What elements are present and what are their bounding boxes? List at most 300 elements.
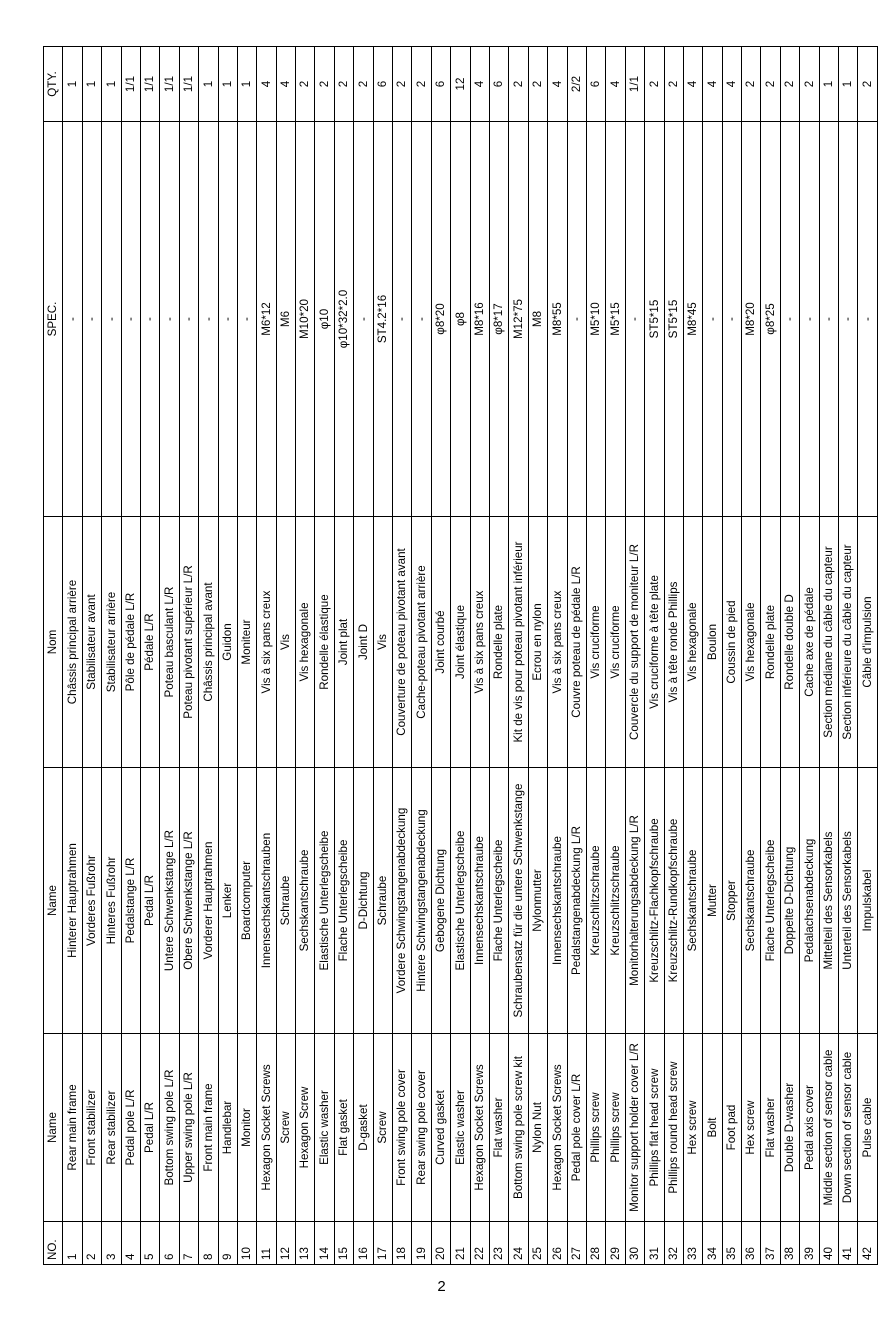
cell-nom-fr: Vis à tête ronde Phillips	[664, 517, 683, 768]
table-row	[567, 47, 586, 1265]
cell-qty: 1/1	[625, 47, 644, 122]
cell-nom-fr: Câble d'impulsion	[858, 517, 877, 768]
cell-name-en: Elastic washer	[451, 1034, 470, 1222]
cell-no: 35	[722, 1222, 741, 1265]
cell-nom-fr: Vis à six pans creux	[470, 517, 489, 768]
cell-nom-fr: Stabilisateur avant	[82, 517, 101, 768]
cell-no: 38	[780, 1222, 799, 1265]
cell-nom-fr: Moniteur	[237, 517, 256, 768]
cell-no: 8	[199, 1222, 218, 1265]
header-nom-fr: Nom	[44, 517, 63, 768]
cell-qty: 4	[683, 47, 702, 122]
cell-no: 34	[703, 1222, 722, 1265]
table-row	[121, 47, 140, 1265]
table-row	[63, 47, 82, 1265]
parts-list-rotated	[43, 47, 874, 1265]
header-no: NO.	[44, 1222, 63, 1265]
cell-nom-fr: Section inférieure du câble du capteur	[839, 517, 858, 768]
cell-no: 13	[296, 1222, 315, 1265]
table-row	[334, 47, 353, 1265]
cell-spec: -	[199, 122, 218, 517]
cell-name-de: Kreuzschlitz-Rundkopfschraube	[664, 768, 683, 1034]
cell-qty: 6	[373, 47, 392, 122]
cell-spec: -	[412, 122, 431, 517]
cell-no: 22	[470, 1222, 489, 1265]
cell-spec: -	[237, 122, 256, 517]
cell-spec: M8*45	[683, 122, 702, 517]
cell-qty: 2	[645, 47, 664, 122]
cell-name-en: D-gasket	[354, 1034, 373, 1222]
table-row	[218, 47, 237, 1265]
cell-spec: M8*16	[470, 122, 489, 517]
cell-qty: 2	[334, 47, 353, 122]
cell-name-en: Phillips flat head screw	[645, 1034, 664, 1222]
table-row	[683, 47, 702, 1265]
cell-name-de: D-Dichtung	[354, 768, 373, 1034]
table-row	[257, 47, 276, 1265]
cell-nom-fr: Vis	[373, 517, 392, 768]
cell-nom-fr: Vis cruciforme	[606, 517, 625, 768]
cell-name-en: Phillips round head screw	[664, 1034, 683, 1222]
cell-nom-fr: Rondelle élastique	[315, 517, 334, 768]
cell-qty: 2	[393, 47, 412, 122]
cell-qty: 2	[858, 47, 877, 122]
cell-spec: M6*12	[257, 122, 276, 517]
table-row	[237, 47, 256, 1265]
cell-qty: 4	[257, 47, 276, 122]
cell-spec: φ10	[315, 122, 334, 517]
cell-name-en: Hexagon Socket Screws	[548, 1034, 567, 1222]
cell-name-en: Foot pad	[722, 1034, 741, 1222]
cell-qty: 1	[237, 47, 256, 122]
table-row	[160, 47, 179, 1265]
cell-name-de: Sechskantschraube	[742, 768, 761, 1034]
table-row	[722, 47, 741, 1265]
table-row	[509, 47, 528, 1265]
cell-name-de: Innensechskantschraube	[470, 768, 489, 1034]
cell-name-de: Flache Unterlegscheibe	[334, 768, 353, 1034]
cell-no: 10	[237, 1222, 256, 1265]
cell-name-de: Vordere Schwingstangenabdeckung	[393, 768, 412, 1034]
cell-name-de: Gebogene Dichtung	[431, 768, 450, 1034]
cell-name-en: Hexagon Socket Screws	[257, 1034, 276, 1222]
cell-name-de: Kreuzschlitzschraube	[606, 768, 625, 1034]
cell-spec: -	[722, 122, 741, 517]
cell-nom-fr: Pédale L/R	[140, 517, 159, 768]
header-name-en: Name	[44, 1034, 63, 1222]
cell-name-en: Pedal axis cover	[800, 1034, 819, 1222]
cell-nom-fr: Poteau basculant L/R	[160, 517, 179, 768]
cell-no: 39	[800, 1222, 819, 1265]
table-row	[470, 47, 489, 1265]
parts-table-body	[63, 47, 877, 1265]
cell-qty: 1/1	[179, 47, 198, 122]
cell-qty: 2	[780, 47, 799, 122]
cell-qty: 4	[606, 47, 625, 122]
cell-name-de: Obere Schwenkstange L/R	[179, 768, 198, 1034]
cell-name-en: Screw	[276, 1034, 295, 1222]
cell-no: 26	[548, 1222, 567, 1265]
cell-qty: 2	[800, 47, 819, 122]
cell-no: 9	[218, 1222, 237, 1265]
cell-nom-fr: Guidon	[218, 517, 237, 768]
header-name-de: Name	[44, 768, 63, 1034]
cell-no: 30	[625, 1222, 644, 1265]
cell-name-de: Elastische Unterlegscheibe	[315, 768, 334, 1034]
cell-name-de: Schraubensatz für die untere Schwenkstange	[509, 768, 528, 1034]
cell-no: 33	[683, 1222, 702, 1265]
cell-no: 23	[489, 1222, 508, 1265]
cell-spec: -	[393, 122, 412, 517]
page-number: 2	[437, 1278, 446, 1295]
cell-name-de: Mutter	[703, 768, 722, 1034]
cell-name-de: Innensechskantschrauben	[257, 768, 276, 1034]
cell-spec: -	[160, 122, 179, 517]
cell-no: 21	[451, 1222, 470, 1265]
cell-nom-fr: Joint plat	[334, 517, 353, 768]
cell-nom-fr: Kit de vis pour poteau pivotant inférieur	[509, 517, 528, 768]
cell-spec: M5*15	[606, 122, 625, 517]
cell-name-en: Front swing pole cover	[393, 1034, 412, 1222]
cell-nom-fr: Couverture de poteau pivotant avant	[393, 517, 412, 768]
cell-nom-fr: Couvre poteau de pédale L/R	[567, 517, 586, 768]
cell-name-en: Nylon Nut	[528, 1034, 547, 1222]
cell-qty: 2	[315, 47, 334, 122]
cell-qty: 2	[412, 47, 431, 122]
cell-nom-fr: Vis à six pans creux	[548, 517, 567, 768]
cell-spec: M8*20	[742, 122, 761, 517]
cell-nom-fr: Vis	[276, 517, 295, 768]
cell-qty: 1/1	[121, 47, 140, 122]
cell-spec: -	[179, 122, 198, 517]
cell-spec: M10*20	[296, 122, 315, 517]
cell-name-en: Monitor support holder cover L/R	[625, 1034, 644, 1222]
cell-nom-fr: Rondelle plate	[489, 517, 508, 768]
table-row	[199, 47, 218, 1265]
cell-no: 20	[431, 1222, 450, 1265]
table-row	[606, 47, 625, 1265]
cell-name-de: Hinteres Fußrohr	[102, 768, 121, 1034]
cell-nom-fr: Châssis principal arrière	[63, 517, 82, 768]
cell-qty: 12	[451, 47, 470, 122]
table-row	[354, 47, 373, 1265]
cell-qty: 1	[82, 47, 101, 122]
table-row	[276, 47, 295, 1265]
cell-nom-fr: Joint élastique	[451, 517, 470, 768]
cell-name-de: Sechskantschraube	[296, 768, 315, 1034]
cell-qty: 6	[586, 47, 605, 122]
cell-spec: -	[218, 122, 237, 517]
cell-qty: 2	[761, 47, 780, 122]
cell-name-en: Pedal pole L/R	[121, 1034, 140, 1222]
cell-spec: φ8*17	[489, 122, 508, 517]
cell-no: 17	[373, 1222, 392, 1265]
cell-name-en: Hex screw	[683, 1034, 702, 1222]
cell-name-de: Kreuzschlitzschraube	[586, 768, 605, 1034]
cell-name-de: Pedalstange L/R	[121, 768, 140, 1034]
cell-name-de: Mittelteil des Sensorkabels	[819, 768, 838, 1034]
cell-nom-fr: Vis hexagonale	[683, 517, 702, 768]
cell-spec: -	[102, 122, 121, 517]
cell-name-en: Bottom swing pole L/R	[160, 1034, 179, 1222]
cell-no: 15	[334, 1222, 353, 1265]
cell-nom-fr: Ecrou en nylon	[528, 517, 547, 768]
table-row	[82, 47, 101, 1265]
cell-qty: 1	[218, 47, 237, 122]
parts-table	[43, 46, 878, 1265]
cell-spec: M6	[276, 122, 295, 517]
cell-name-de: Hintere Schwingstangenabdeckung	[412, 768, 431, 1034]
cell-qty: 2	[296, 47, 315, 122]
cell-no: 42	[858, 1222, 877, 1265]
table-row	[742, 47, 761, 1265]
cell-qty: 4	[722, 47, 741, 122]
cell-name-en: Hexagon Screw	[296, 1034, 315, 1222]
cell-spec: M8*55	[548, 122, 567, 517]
cell-spec: M5*10	[586, 122, 605, 517]
cell-name-en: Hexagon Socket Screws	[470, 1034, 489, 1222]
cell-name-de: Pedalstangenabdeckung L/R	[567, 768, 586, 1034]
cell-qty: 1	[63, 47, 82, 122]
cell-qty: 2	[742, 47, 761, 122]
cell-name-de: Boardcomputer	[237, 768, 256, 1034]
cell-qty: 1/1	[160, 47, 179, 122]
cell-name-en: Elastic washer	[315, 1034, 334, 1222]
table-row	[586, 47, 605, 1265]
cell-no: 40	[819, 1222, 838, 1265]
table-row	[761, 47, 780, 1265]
cell-nom-fr: Cache axe de pédale	[800, 517, 819, 768]
table-row	[839, 47, 858, 1265]
cell-name-en: Flat washer	[489, 1034, 508, 1222]
cell-qty: 2	[664, 47, 683, 122]
cell-no: 19	[412, 1222, 431, 1265]
cell-no: 2	[82, 1222, 101, 1265]
cell-no: 4	[121, 1222, 140, 1265]
cell-no: 31	[645, 1222, 664, 1265]
cell-name-de: Elastische Unterlegscheibe	[451, 768, 470, 1034]
cell-nom-fr: Coussin de pied	[722, 517, 741, 768]
cell-spec: ST5*15	[664, 122, 683, 517]
cell-spec: -	[800, 122, 819, 517]
cell-name-en: Double D-washer	[780, 1034, 799, 1222]
cell-no: 24	[509, 1222, 528, 1265]
table-row	[858, 47, 877, 1265]
cell-nom-fr: Cache-poteau pivotant arrière	[412, 517, 431, 768]
cell-nom-fr: Vis hexagonale	[296, 517, 315, 768]
cell-name-en: Phillips screw	[606, 1034, 625, 1222]
cell-name-de: Vorderes Fußrohr	[82, 768, 101, 1034]
cell-no: 25	[528, 1222, 547, 1265]
cell-qty: 4	[548, 47, 567, 122]
cell-nom-fr: Poteau pivotant supérieur L/R	[179, 517, 198, 768]
cell-no: 6	[160, 1222, 179, 1265]
cell-spec: M12*75	[509, 122, 528, 517]
cell-nom-fr: Vis cruciforme à tête plate	[645, 517, 664, 768]
cell-spec: -	[703, 122, 722, 517]
table-row	[373, 47, 392, 1265]
cell-name-en: Hex screw	[742, 1034, 761, 1222]
cell-name-en: Monitor	[237, 1034, 256, 1222]
cell-name-de: Doppelte D-Dichtung	[780, 768, 799, 1034]
header-qty: QTY.	[44, 47, 63, 122]
cell-qty: 2	[509, 47, 528, 122]
cell-name-de: Lenker	[218, 768, 237, 1034]
table-row	[412, 47, 431, 1265]
cell-name-en: Rear stabilizer	[102, 1034, 121, 1222]
cell-name-en: Phillips screw	[586, 1034, 605, 1222]
cell-nom-fr: Vis cruciforme	[586, 517, 605, 768]
cell-nom-fr: Châssis principal avant	[199, 517, 218, 768]
cell-name-de: Flache Unterlegscheibe	[489, 768, 508, 1034]
cell-spec: -	[63, 122, 82, 517]
cell-qty: 2	[528, 47, 547, 122]
cell-name-en: Flat gasket	[334, 1034, 353, 1222]
cell-spec: -	[121, 122, 140, 517]
cell-name-de: Unterteil des Sensorkabels	[839, 768, 858, 1034]
cell-name-de: Innensechskantschraube	[548, 768, 567, 1034]
cell-name-en: Screw	[373, 1034, 392, 1222]
cell-spec: M8	[528, 122, 547, 517]
table-row	[528, 47, 547, 1265]
cell-spec: -	[858, 122, 877, 517]
table-row	[819, 47, 838, 1265]
cell-name-en: Front main frame	[199, 1034, 218, 1222]
cell-name-de: Untere Schwenkstange L/R	[160, 768, 179, 1034]
cell-spec: φ8*25	[761, 122, 780, 517]
cell-name-de: Pedalachsenabdeckung	[800, 768, 819, 1034]
cell-no: 3	[102, 1222, 121, 1265]
table-row	[431, 47, 450, 1265]
cell-name-en: Flat washer	[761, 1034, 780, 1222]
cell-spec: -	[567, 122, 586, 517]
table-row	[140, 47, 159, 1265]
cell-nom-fr: Rondelle double D	[780, 517, 799, 768]
cell-nom-fr: Joint D	[354, 517, 373, 768]
cell-name-en: Front stabilizer	[82, 1034, 101, 1222]
cell-name-de: Schraube	[373, 768, 392, 1034]
cell-name-de: Pedal L/R	[140, 768, 159, 1034]
cell-qty: 1	[102, 47, 121, 122]
cell-spec: ST5*15	[645, 122, 664, 517]
cell-nom-fr: Couvercle du support de moniteur L/R	[625, 517, 644, 768]
cell-spec: -	[82, 122, 101, 517]
cell-qty: 2/2	[567, 47, 586, 122]
cell-name-en: Handlebar	[218, 1034, 237, 1222]
header-spec: SPEC.	[44, 122, 63, 517]
cell-spec: -	[140, 122, 159, 517]
table-row	[548, 47, 567, 1265]
cell-name-en: Down section of sensor cable	[839, 1034, 858, 1222]
cell-name-en: Middle section of sensor cable	[819, 1034, 838, 1222]
cell-qty: 1	[839, 47, 858, 122]
cell-name-de: Stopper	[722, 768, 741, 1034]
cell-name-en: Pedal L/R	[140, 1034, 159, 1222]
cell-spec: -	[625, 122, 644, 517]
table-row	[315, 47, 334, 1265]
table-row	[393, 47, 412, 1265]
table-row	[489, 47, 508, 1265]
cell-no: 27	[567, 1222, 586, 1265]
cell-spec: φ10*32*2.0	[334, 122, 353, 517]
cell-name-de: Impulskabel	[858, 768, 877, 1034]
cell-no: 14	[315, 1222, 334, 1265]
cell-nom-fr: Boulon	[703, 517, 722, 768]
cell-no: 41	[839, 1222, 858, 1265]
cell-no: 12	[276, 1222, 295, 1265]
cell-name-de: Schraube	[276, 768, 295, 1034]
cell-nom-fr: Vis hexagonale	[742, 517, 761, 768]
cell-name-en: Bottom swing pole screw kit	[509, 1034, 528, 1222]
cell-no: 28	[586, 1222, 605, 1265]
cell-nom-fr: Joint courbé	[431, 517, 450, 768]
cell-spec: φ8	[451, 122, 470, 517]
cell-spec: ST4.2*16	[373, 122, 392, 517]
cell-name-de: Hinterer Hauptrahmen	[63, 768, 82, 1034]
table-row	[625, 47, 644, 1265]
table-row	[179, 47, 198, 1265]
cell-no: 37	[761, 1222, 780, 1265]
cell-qty: 4	[703, 47, 722, 122]
cell-no: 36	[742, 1222, 761, 1265]
header-row	[44, 47, 63, 1265]
cell-name-de: Nylonmutter	[528, 768, 547, 1034]
cell-no: 29	[606, 1222, 625, 1265]
cell-name-de: Sechskantschraube	[683, 768, 702, 1034]
cell-name-de: Monitorhalterungsabdeckung L/R	[625, 768, 644, 1034]
cell-nom-fr: Rondelle plate	[761, 517, 780, 768]
cell-nom-fr: Pôle de pédale L/R	[121, 517, 140, 768]
cell-nom-fr: Section médiane du câble du capteur	[819, 517, 838, 768]
table-row	[664, 47, 683, 1265]
cell-name-en: Pulse cable	[858, 1034, 877, 1222]
cell-qty: 2	[354, 47, 373, 122]
cell-qty: 4	[276, 47, 295, 122]
cell-qty: 4	[470, 47, 489, 122]
cell-name-de: Vorderer Hauptrahmen	[199, 768, 218, 1034]
cell-spec: -	[819, 122, 838, 517]
cell-name-en: Upper swing pole L/R	[179, 1034, 198, 1222]
cell-no: 1	[63, 1222, 82, 1265]
table-row	[102, 47, 121, 1265]
cell-nom-fr: Stabilisateur arrière	[102, 517, 121, 768]
cell-spec: -	[780, 122, 799, 517]
cell-no: 5	[140, 1222, 159, 1265]
cell-spec: φ8*20	[431, 122, 450, 517]
cell-name-en: Rear main frame	[63, 1034, 82, 1222]
cell-no: 32	[664, 1222, 683, 1265]
cell-no: 16	[354, 1222, 373, 1265]
table-row	[451, 47, 470, 1265]
cell-no: 18	[393, 1222, 412, 1265]
cell-name-de: Flache Unterlegscheibe	[761, 768, 780, 1034]
cell-name-en: Rear swing pole cover	[412, 1034, 431, 1222]
cell-spec: -	[839, 122, 858, 517]
cell-name-en: Bolt	[703, 1034, 722, 1222]
table-row	[645, 47, 664, 1265]
cell-name-de: Kreuzschlitz-Flachkopfschraube	[645, 768, 664, 1034]
cell-qty: 1/1	[140, 47, 159, 122]
cell-qty: 1	[199, 47, 218, 122]
cell-name-en: Pedal pole cover L/R	[567, 1034, 586, 1222]
table-row	[296, 47, 315, 1265]
cell-spec: -	[354, 122, 373, 517]
cell-nom-fr: Vis à six pans creux	[257, 517, 276, 768]
table-row	[703, 47, 722, 1265]
table-row	[780, 47, 799, 1265]
cell-qty: 6	[489, 47, 508, 122]
cell-no: 11	[257, 1222, 276, 1265]
